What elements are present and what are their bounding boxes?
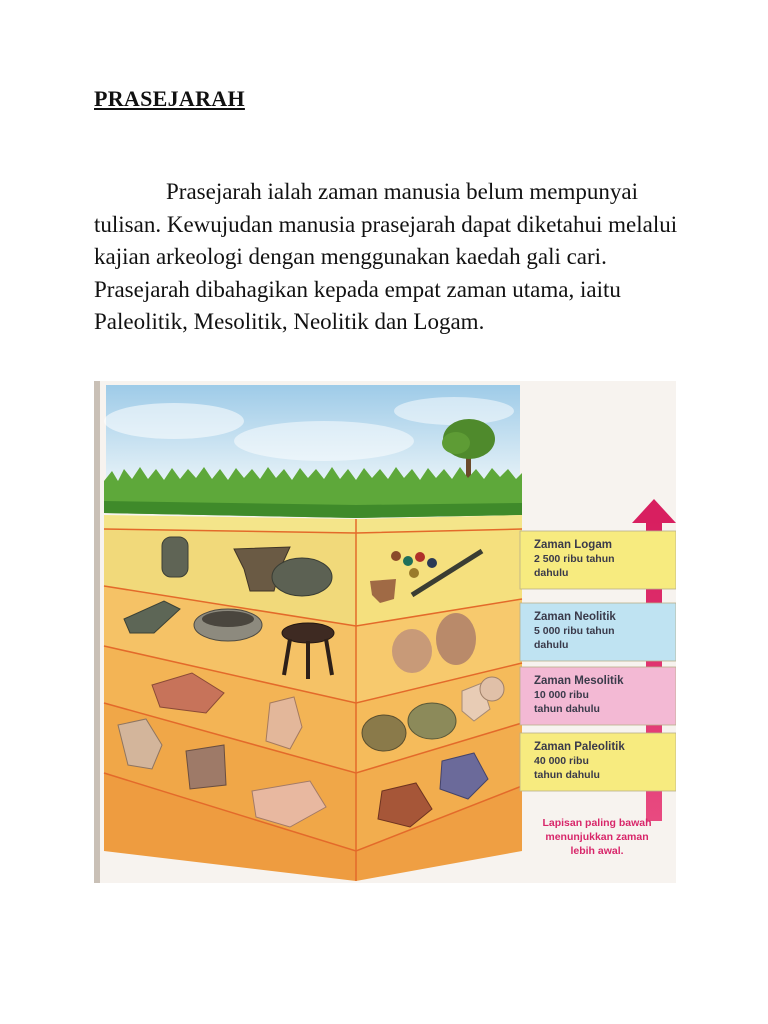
scan-edge <box>94 381 100 883</box>
era-age-line2: dahulu <box>534 639 569 651</box>
era-name: Zaman Paleolitik <box>534 741 625 753</box>
era-age-line2: dahulu <box>534 567 569 579</box>
page-title: PRASEJARAH <box>94 86 245 111</box>
bead <box>427 558 437 568</box>
era-label-box <box>520 733 676 791</box>
era-age-line2: tahun dahulu <box>534 769 600 781</box>
era-label-box <box>520 531 676 589</box>
hand-axe-stone <box>186 745 226 789</box>
era-label-box <box>520 667 676 725</box>
bead <box>409 568 419 578</box>
intro-paragraph: Prasejarah ialah zaman manusia belum mempunyai tulisan. Kewujudan manusia prasejarah dapat diketahui melalui kajian arkeologi dengan menggunakan kaedah gali cari. Prasejarah dibahagikan kepada empat zaman utama, iaitu Paleolitik, Mesolitik, Neolitik dan Logam. <box>94 179 678 334</box>
hand-axe <box>408 703 456 739</box>
stratigraphy-illustration <box>94 381 676 883</box>
era-label-box <box>520 603 676 661</box>
cloud <box>104 403 244 439</box>
era-name: Zaman Mesolitik <box>534 675 624 687</box>
era-age-line1: 10 000 ribu <box>534 689 589 701</box>
era-age-line1: 2 500 ribu tahun <box>534 553 615 565</box>
bead <box>403 556 413 566</box>
note-line: lebih awal. <box>570 845 624 857</box>
era-age-line1: 5 000 ribu tahun <box>534 625 615 637</box>
stone-round <box>436 613 476 665</box>
era-age-line1: 40 000 ribu <box>534 755 589 767</box>
cloud <box>234 421 414 461</box>
era-labels <box>520 531 676 791</box>
era-name: Zaman Logam <box>534 539 612 551</box>
era-age-line2: tahun dahulu <box>534 703 600 715</box>
bronze-bell <box>162 537 188 577</box>
bronze-plate <box>272 558 332 596</box>
stone-round <box>392 629 432 673</box>
era-name: Zaman Neolitik <box>534 611 616 623</box>
bead <box>391 551 401 561</box>
note-line: menunjukkan zaman <box>545 831 649 843</box>
hand-axe <box>362 715 406 751</box>
soil-layers-figure <box>94 381 676 883</box>
cloud <box>394 397 514 425</box>
clay-pot-mouth <box>202 611 254 627</box>
note-line: Lapisan paling bawah <box>542 817 652 829</box>
tree-canopy <box>442 432 470 454</box>
shell <box>480 677 504 701</box>
bead <box>415 552 425 562</box>
